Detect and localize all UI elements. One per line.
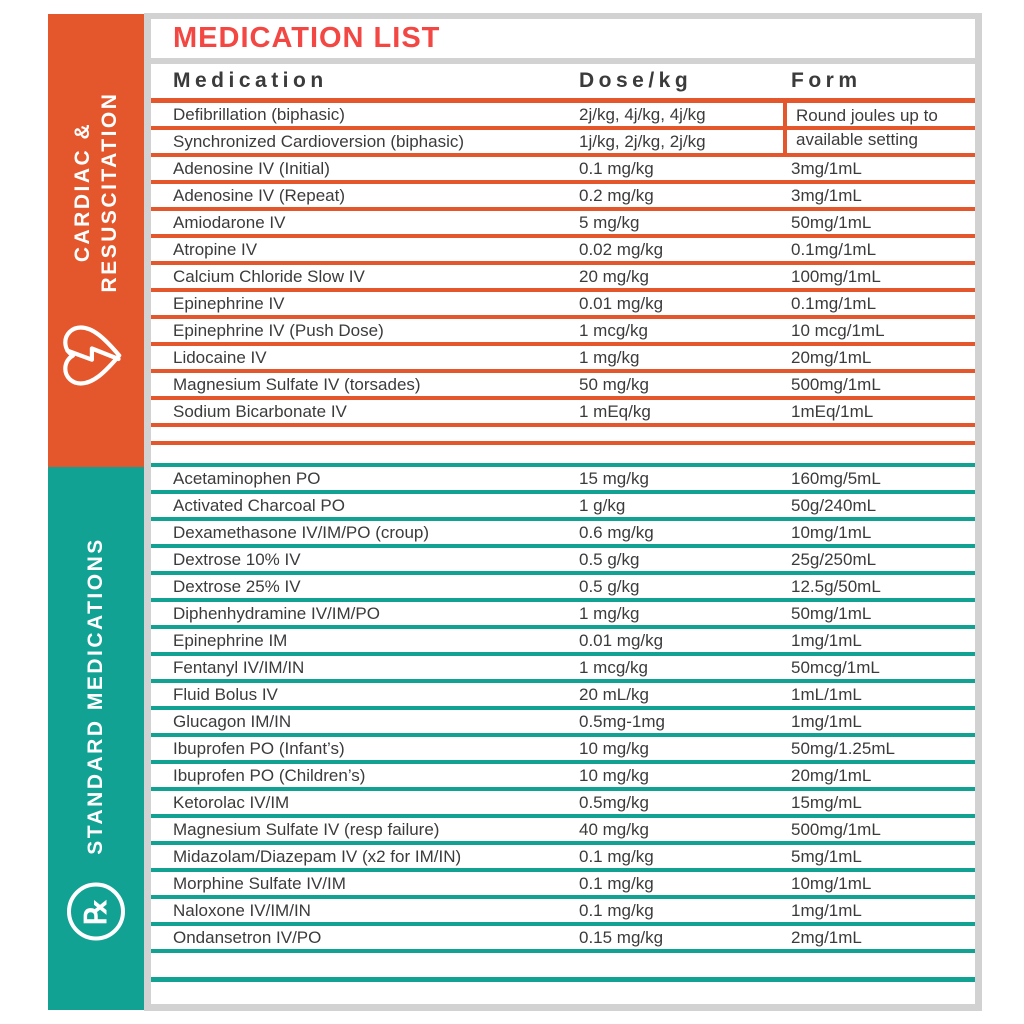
medication-cell: Sodium Bicarbonate IV [173, 401, 347, 421]
form-cell: 1mg/1mL [791, 630, 862, 650]
form-cell: 1mg/1mL [791, 900, 862, 920]
medication-cell: Activated Charcoal PO [173, 495, 345, 515]
medication-cell: Adenosine IV (Initial) [173, 158, 330, 178]
table-row [151, 467, 975, 494]
medication-cell: Naloxone IV/IM/IN [173, 900, 311, 920]
form-cell: 1mL/1mL [791, 684, 862, 704]
row-divider [151, 423, 975, 427]
table-row [151, 737, 975, 764]
medication-cell: Magnesium Sulfate IV (torsades) [173, 374, 421, 394]
dose-cell: 1 mg/kg [579, 347, 640, 367]
medication-cell: Ibuprofen PO (Children’s) [173, 765, 366, 785]
table-row [151, 292, 975, 319]
form-cell: 25g/250mL [791, 549, 877, 569]
dose-cell: 50 mg/kg [579, 374, 649, 394]
table-row [151, 710, 975, 737]
dose-cell: 15 mg/kg [579, 468, 649, 488]
form-cell: 20mg/1mL [791, 347, 872, 367]
table-row [151, 265, 975, 292]
joules-note-line2: available setting [796, 130, 918, 149]
table-row [151, 238, 975, 265]
dose-cell: 1 mcg/kg [579, 657, 648, 677]
dose-cell: 10 mg/kg [579, 738, 649, 758]
form-cell: 20mg/1mL [791, 765, 872, 785]
row-divider [151, 949, 975, 953]
dose-cell: 1 g/kg [579, 495, 626, 515]
form-cell: 10mg/1mL [791, 873, 872, 893]
form-cell: 160mg/5mL [791, 468, 881, 488]
medication-cell: Defibrillation (biphasic) [173, 104, 345, 124]
form-cell: 50mcg/1mL [791, 657, 880, 677]
medication-cell: Dextrose 25% IV [173, 576, 301, 596]
medication-cell: Midazolam/Diazepam IV (x2 for IM/IN) [173, 846, 462, 866]
dose-cell: 0.01 mg/kg [579, 630, 664, 650]
medication-cell: Ibuprofen PO (Infant’s) [173, 738, 345, 758]
medication-cell: Epinephrine IV [173, 293, 285, 313]
form-cell: 1mEq/1mL [791, 401, 874, 421]
form-cell: 10 mcg/1mL [791, 320, 885, 340]
table-row [151, 818, 975, 845]
dose-cell: 10 mg/kg [579, 765, 649, 785]
table-row [151, 184, 975, 211]
rx-icon: ℞ [67, 882, 125, 940]
table-row [151, 575, 975, 602]
standard-empty-row [151, 953, 975, 977]
cardiac-empty-row [151, 427, 975, 441]
dose-cell: 0.5mg/kg [579, 792, 649, 812]
header-form: Form [791, 69, 862, 92]
form-cell: 500mg/1mL [791, 374, 881, 394]
heart-bolt-icon [59, 320, 134, 390]
header-dose: Dose/kg [579, 69, 693, 92]
medication-cell: Atropine IV [173, 239, 258, 259]
medication-cell: Epinephrine IM [173, 630, 288, 650]
medication-cell: Adenosine IV (Repeat) [173, 185, 345, 205]
dose-cell: 20 mg/kg [579, 266, 649, 286]
medication-table [151, 19, 975, 982]
medication-cell: Calcium Chloride Slow IV [173, 266, 365, 286]
dose-cell: 40 mg/kg [579, 819, 649, 839]
sidebar-standard-section [48, 467, 144, 1010]
medication-cell: Morphine Sulfate IV/IM [173, 873, 346, 893]
table-row [151, 683, 975, 710]
section-gap [151, 445, 975, 463]
medication-cell: Dexamethasone IV/IM/PO (croup) [173, 522, 430, 542]
medication-cell: Ondansetron IV/PO [173, 927, 322, 947]
form-cell: 5mg/1mL [791, 846, 862, 866]
dose-cell: 5 mg/kg [579, 212, 640, 232]
header-medication: Medication [173, 69, 328, 92]
form-cell: 12.5g/50mL [791, 576, 881, 596]
medication-cell: Magnesium Sulfate IV (resp failure) [173, 819, 440, 839]
dose-cell: 0.2 mg/kg [579, 185, 654, 205]
page-title: MEDICATION LIST [173, 22, 441, 54]
title-row [151, 19, 975, 58]
table-row [151, 845, 975, 872]
form-cell: 500mg/1mL [791, 819, 881, 839]
card-bottom-border [144, 1004, 982, 1011]
table-row [151, 521, 975, 548]
table-row [151, 602, 975, 629]
dose-cell: 0.6 mg/kg [579, 522, 654, 542]
dose-cell: 0.1 mg/kg [579, 158, 654, 178]
table-row [151, 764, 975, 791]
form-cell: 3mg/1mL [791, 185, 862, 205]
form-cell: 1mg/1mL [791, 711, 862, 731]
table-row [151, 872, 975, 899]
sidebar-table-divider [144, 13, 151, 1010]
joules-note-line1: Round joules up to [796, 106, 938, 125]
form-cell: 50mg/1.25mL [791, 738, 895, 758]
medication-cell: Ketorolac IV/IM [173, 792, 290, 812]
table-row [151, 211, 975, 238]
form-cell: 0.1mg/1mL [791, 239, 877, 259]
medication-cell: Epinephrine IV (Push Dose) [173, 320, 384, 340]
dose-cell: 1 mg/kg [579, 603, 640, 623]
cardiac-rows [151, 103, 975, 427]
table-row [151, 346, 975, 373]
table-row [151, 926, 975, 953]
dose-cell: 2j/kg, 4j/kg, 4j/kg [579, 104, 706, 124]
form-cell: 100mg/1mL [791, 266, 881, 286]
form-cell: 50mg/1mL [791, 603, 872, 623]
standard-rows [151, 467, 975, 953]
table-row [151, 791, 975, 818]
medication-cell: Dextrose 10% IV [173, 549, 301, 569]
dose-cell: 0.5 g/kg [579, 549, 640, 569]
form-cell: 0.1mg/1mL [791, 293, 877, 313]
dose-cell: 1j/kg, 2j/kg, 2j/kg [579, 131, 706, 151]
sidebar-standard-label: STANDARD MEDICATIONS [84, 536, 108, 855]
dose-cell: 0.5mg-1mg [579, 711, 665, 731]
table-row [151, 157, 975, 184]
table-row [151, 319, 975, 346]
dose-cell: 1 mcg/kg [579, 320, 648, 340]
sidebar-cardiac-section [48, 14, 144, 467]
joules-note [783, 103, 975, 153]
sidebar-cardiac-label: CARDIAC & RESUSCITATION [70, 91, 121, 292]
medication-cell: Amiodarone IV [173, 212, 286, 232]
dose-cell: 0.15 mg/kg [579, 927, 664, 947]
medication-cell: Fentanyl IV/IM/IN [173, 657, 305, 677]
dose-cell: 0.02 mg/kg [579, 239, 664, 259]
table-row [151, 548, 975, 575]
dose-cell: 0.5 g/kg [579, 576, 640, 596]
table-header-row [151, 64, 975, 98]
medication-cell: Fluid Bolus IV [173, 684, 278, 704]
medication-cell: Acetaminophen PO [173, 468, 321, 488]
table-row [151, 400, 975, 427]
table-row [151, 899, 975, 926]
dose-cell: 1 mEq/kg [579, 401, 651, 421]
medication-cell: Lidocaine IV [173, 347, 267, 367]
form-cell: 3mg/1mL [791, 158, 862, 178]
dose-cell: 0.1 mg/kg [579, 846, 654, 866]
form-cell: 50mg/1mL [791, 212, 872, 232]
dose-cell: 0.1 mg/kg [579, 873, 654, 893]
standard-empty-divider [151, 977, 975, 982]
dose-cell: 20 mL/kg [579, 684, 649, 704]
form-cell: 50g/240mL [791, 495, 877, 515]
medication-cell: Diphenhydramine IV/IM/PO [173, 603, 380, 623]
card-right-border [975, 13, 982, 1010]
table-row [151, 373, 975, 400]
medication-cell: Synchronized Cardioversion (biphasic) [173, 131, 465, 151]
medication-cell: Glucagon IM/IN [173, 711, 292, 731]
form-cell: 15mg/mL [791, 792, 862, 812]
table-row [151, 494, 975, 521]
dose-cell: 0.1 mg/kg [579, 900, 654, 920]
table-row [151, 629, 975, 656]
form-cell: 10mg/1mL [791, 522, 872, 542]
form-cell: 2mg/1mL [791, 927, 862, 947]
dose-cell: 0.01 mg/kg [579, 293, 664, 313]
table-row [151, 656, 975, 683]
